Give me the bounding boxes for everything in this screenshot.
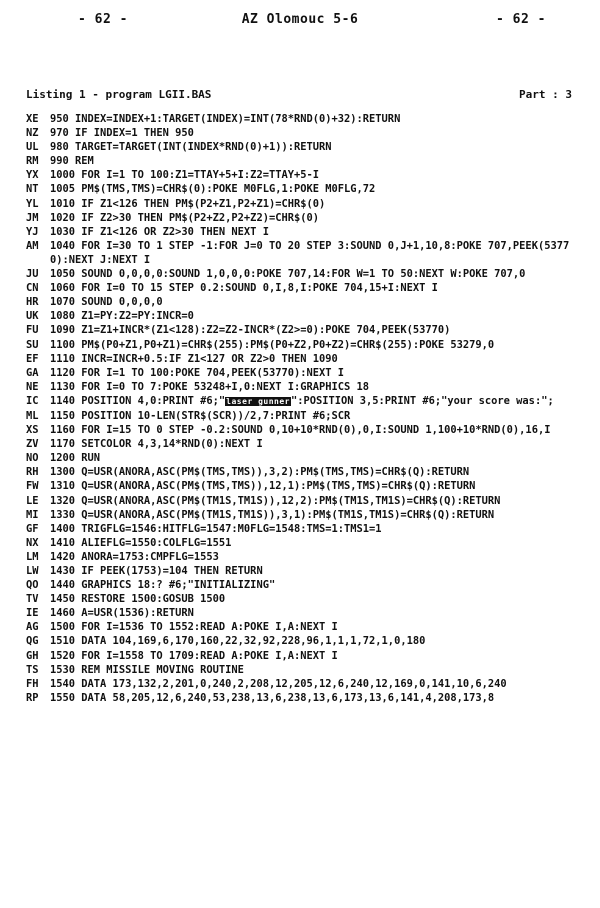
checksum-tag: ML [26,409,39,422]
checksum-tag: XS [26,424,39,437]
code-line [26,366,586,380]
code-line [26,380,586,394]
code-listing [26,112,586,705]
code-text: 1120 FOR I=1 TO 100:POKE 704,PEEK(53770):NEXT I [50,366,345,379]
code-line [26,211,586,225]
code-line [26,663,586,677]
code-text: 1080 Z1=PY:Z2=PY:INCR=0 [50,310,194,323]
running-header: AZ Olomouc 5-6 [241,12,359,27]
checksum-tag: YJ [26,225,39,238]
code-line [26,634,586,648]
code-line [26,197,586,211]
code-text: 1005 PM$(TMS,TMS)=CHR$(0):POKE M0FLG,1:POKE M0FLG,72 [50,183,376,196]
checksum-tag: RM [26,155,39,168]
code-line [26,578,586,592]
code-line [26,140,586,154]
checksum-tag: IC [26,394,39,407]
code-line [26,352,586,366]
checksum-tag: TV [26,593,39,606]
part-label: Part : 3 [519,88,572,101]
code-text: 1320 Q=USR(ANORA,ASC(PM$(TM1S,TM1S)),12,2):PM$(TM1S,TM1S)=CHR$(Q):RETURN [50,494,501,507]
code-line [26,451,586,465]
code-text: 1550 DATA 58,205,12,6,240,53,238,13,6,238,13,6,173,13,6,141,4,208,173,8 [50,691,495,704]
code-text: 1100 PM$(P0+Z1,P0+Z1)=CHR$(255):PM$(P0+Z2,P0+Z2)=CHR$(255):POKE 53279,0 [50,338,495,351]
code-text: 1510 DATA 104,169,6,170,160,22,32,92,228,96,1,1,1,72,1,0,180 [50,635,426,648]
checksum-tag: IE [26,607,39,620]
checksum-tag: QG [26,635,39,648]
code-text: 1160 FOR I=15 TO 0 STEP -0.2:SOUND 0,10+10*RND(0),0,I:SOUND 1,100+10*RND(0),16,I [50,424,551,437]
code-text: 1460 A=USR(1536):RETURN [50,607,194,620]
code-text: 1200 RUN [50,452,101,465]
code-line [26,225,586,239]
code-text: 1140 POSITION 4,0:PRINT #6;"laser gunner":POSITION 3,5:PRINT #6;"your score was:"; [50,394,554,407]
code-text: 1090 Z1=Z1+INCR*(Z1<128):Z2=Z2-INCR*(Z2>=0):POKE 704,PEEK(53770) [50,324,451,337]
code-line [26,606,586,620]
checksum-tag: UL [26,141,39,154]
code-line [26,112,586,126]
checksum-tag: HR [26,296,39,309]
checksum-tag: LM [26,550,39,563]
code-text: 1060 FOR I=0 TO 15 STEP 0.2:SOUND 0,I,8,I:POKE 704,15+I:NEXT I [50,282,438,295]
code-line [26,522,586,536]
code-line [26,536,586,550]
code-line [26,649,586,663]
checksum-tag: FW [26,480,39,493]
code-line [26,338,586,352]
checksum-tag: ZV [26,438,39,451]
code-text: 1520 FOR I=1558 TO 1709:READ A:POKE I,A:NEXT I [50,649,338,662]
checksum-tag: MI [26,508,39,521]
code-line [26,677,586,691]
checksum-tag: GF [26,522,39,535]
code-text: 1540 DATA 173,132,2,201,0,240,2,208,12,205,12,6,240,12,169,0,141,10,6,240 [50,677,507,690]
checksum-tag: AM [26,239,39,252]
checksum-tag: NE [26,380,39,393]
code-text: 1130 FOR I=0 TO 7:POKE 53248+I,0:NEXT I:GRAPHICS 18 [50,380,370,393]
code-line [26,394,586,409]
code-line [26,423,586,437]
code-line [26,182,586,196]
checksum-tag: NZ [26,127,39,140]
code-text: 1500 FOR I=1536 TO 1552:READ A:POKE I,A:NEXT I [50,621,338,634]
code-line [26,409,586,423]
code-text: 1420 ANORA=1753:CMPFLG=1553 [50,550,219,563]
code-line [26,691,586,705]
code-text: 1450 RESTORE 1500:GOSUB 1500 [50,593,226,606]
checksum-tag: NX [26,536,39,549]
code-text: 1330 Q=USR(ANORA,ASC(PM$(TM1S,TM1S)),3,1):PM$(TM1S,TM1S)=CHR$(Q):RETURN [50,508,495,521]
checksum-tag: GA [26,366,39,379]
checksum-tag: LE [26,494,39,507]
code-text: 1030 IF Z1<126 OR Z2>30 THEN NEXT I [50,225,269,238]
checksum-tag: QO [26,579,39,592]
checksum-tag: NT [26,183,39,196]
code-text: 1070 SOUND 0,0,0,0 [50,296,163,309]
code-text: 1400 TRIGFLG=1546:HITFLG=1547:M0FLG=1548:TMS=1:TMS1=1 [50,522,382,535]
code-line [26,239,586,267]
code-text: 1000 FOR I=1 TO 100:Z1=TTAY+5+I:Z2=TTAY+5-I [50,169,319,182]
checksum-tag: GH [26,649,39,662]
checksum-tag: AG [26,621,39,634]
checksum-tag: EF [26,352,39,365]
code-line [26,494,586,508]
checksum-tag: UK [26,310,39,323]
checksum-tag: FH [26,677,39,690]
code-text: 950 INDEX=INDEX+1:TARGET(INDEX)=INT(78*RND(0)+32):RETURN [50,113,401,125]
code-text: 1440 GRAPHICS 18:? #6;"INITIALIZING" [50,579,276,592]
checksum-tag: JU [26,268,39,281]
checksum-tag: YX [26,169,39,182]
code-text: 1150 POSITION 10-LEN(STR$(SCR))/2,7:PRINT #6;SCR [50,409,351,422]
code-line [26,592,586,606]
code-line [26,126,586,140]
code-line [26,168,586,182]
code-line [26,281,586,295]
code-text: 1310 Q=USR(ANORA,ASC(PM$(TMS,TMS)),12,1):PM$(TMS,TMS)=CHR$(Q):RETURN [50,480,476,493]
listing-title: Listing 1 - program LGII.BAS [26,88,212,101]
code-text: 1530 REM MISSILE MOVING ROUTINE [50,663,244,676]
code-line [26,154,586,168]
code-text: 970 IF INDEX=1 THEN 950 [50,127,194,140]
code-text: 1050 SOUND 0,0,0,0:SOUND 1,0,0,0:POKE 707,14:FOR W=1 TO 50:NEXT W:POKE 707,0 [50,268,526,281]
code-line [26,309,586,323]
code-line [26,564,586,578]
code-line [26,437,586,451]
checksum-tag: RH [26,466,39,479]
code-line [26,323,586,337]
checksum-tag: RP [26,691,39,704]
code-line [26,620,586,634]
code-text: 1410 ALIEFLG=1550:COLFLG=1551 [50,536,232,549]
checksum-tag: SU [26,338,39,351]
checksum-tag: CN [26,282,39,295]
code-line [26,550,586,564]
code-text: 990 REM [50,155,94,168]
page-number-left: - 62 - [78,12,128,27]
checksum-tag: LW [26,565,39,577]
page-number-right: - 62 - [496,12,546,27]
checksum-tag: JM [26,211,39,224]
checksum-tag: FU [26,324,39,337]
code-text: 1170 SETCOLOR 4,3,14*RND(0):NEXT I [50,438,263,451]
code-text: 1040 FOR I=30 TO 1 STEP -1:FOR J=0 TO 20 STEP 3:SOUND 0,J+1,10,8:POKE 707,PEEK(53770):NEXT J:NEXT I [50,239,570,266]
code-line [26,479,586,493]
code-line [26,295,586,309]
inverse-video-text: laser gunner [226,396,290,406]
code-text: 980 TARGET=TARGET(INT(INDEX*RND(0)+1)):RETURN [50,141,332,154]
code-text: 1010 IF Z1<126 THEN PM$(P2+Z1,P2+Z1)=CHR$(0) [50,197,326,210]
checksum-tag: TS [26,663,39,676]
code-text: 1110 INCR=INCR+0.5:IF Z1<127 OR Z2>0 THEN 1090 [50,352,338,365]
checksum-tag: YL [26,197,39,210]
code-text: 1430 IF PEEK(1753)=104 THEN RETURN [50,565,263,577]
code-line [26,267,586,281]
code-line [26,508,586,522]
code-line [26,465,586,479]
code-text: 1300 Q=USR(ANORA,ASC(PM$(TMS,TMS)),3,2):PM$(TMS,TMS)=CHR$(Q):RETURN [50,466,470,479]
code-text: 1020 IF Z2>30 THEN PM$(P2+Z2,P2+Z2)=CHR$(0) [50,211,319,224]
checksum-tag: NO [26,452,39,465]
checksum-tag: XE [26,113,39,125]
